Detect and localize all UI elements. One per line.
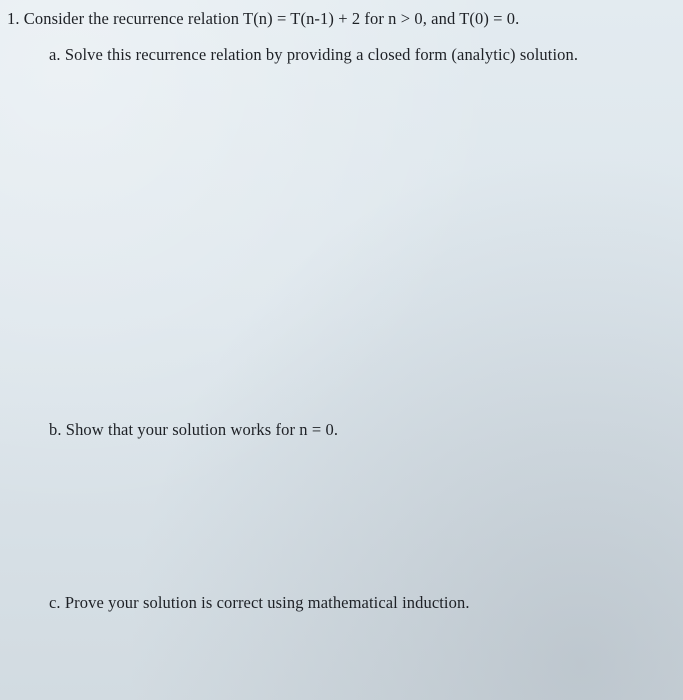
question-part-b-text: b. Show that your solution works for n = 0. — [49, 420, 339, 439]
question-1-text: 1. Consider the recurrence relation T(n) = T(n-1) + 2 for n > 0, and T(0) = 0. — [7, 9, 520, 28]
question-part-c-text: c. Prove your solution is correct using mathematical induction. — [49, 593, 470, 612]
question-part-a-text: a. Solve this recurrence relation by providing a closed form (analytic) solution. — [49, 45, 579, 64]
